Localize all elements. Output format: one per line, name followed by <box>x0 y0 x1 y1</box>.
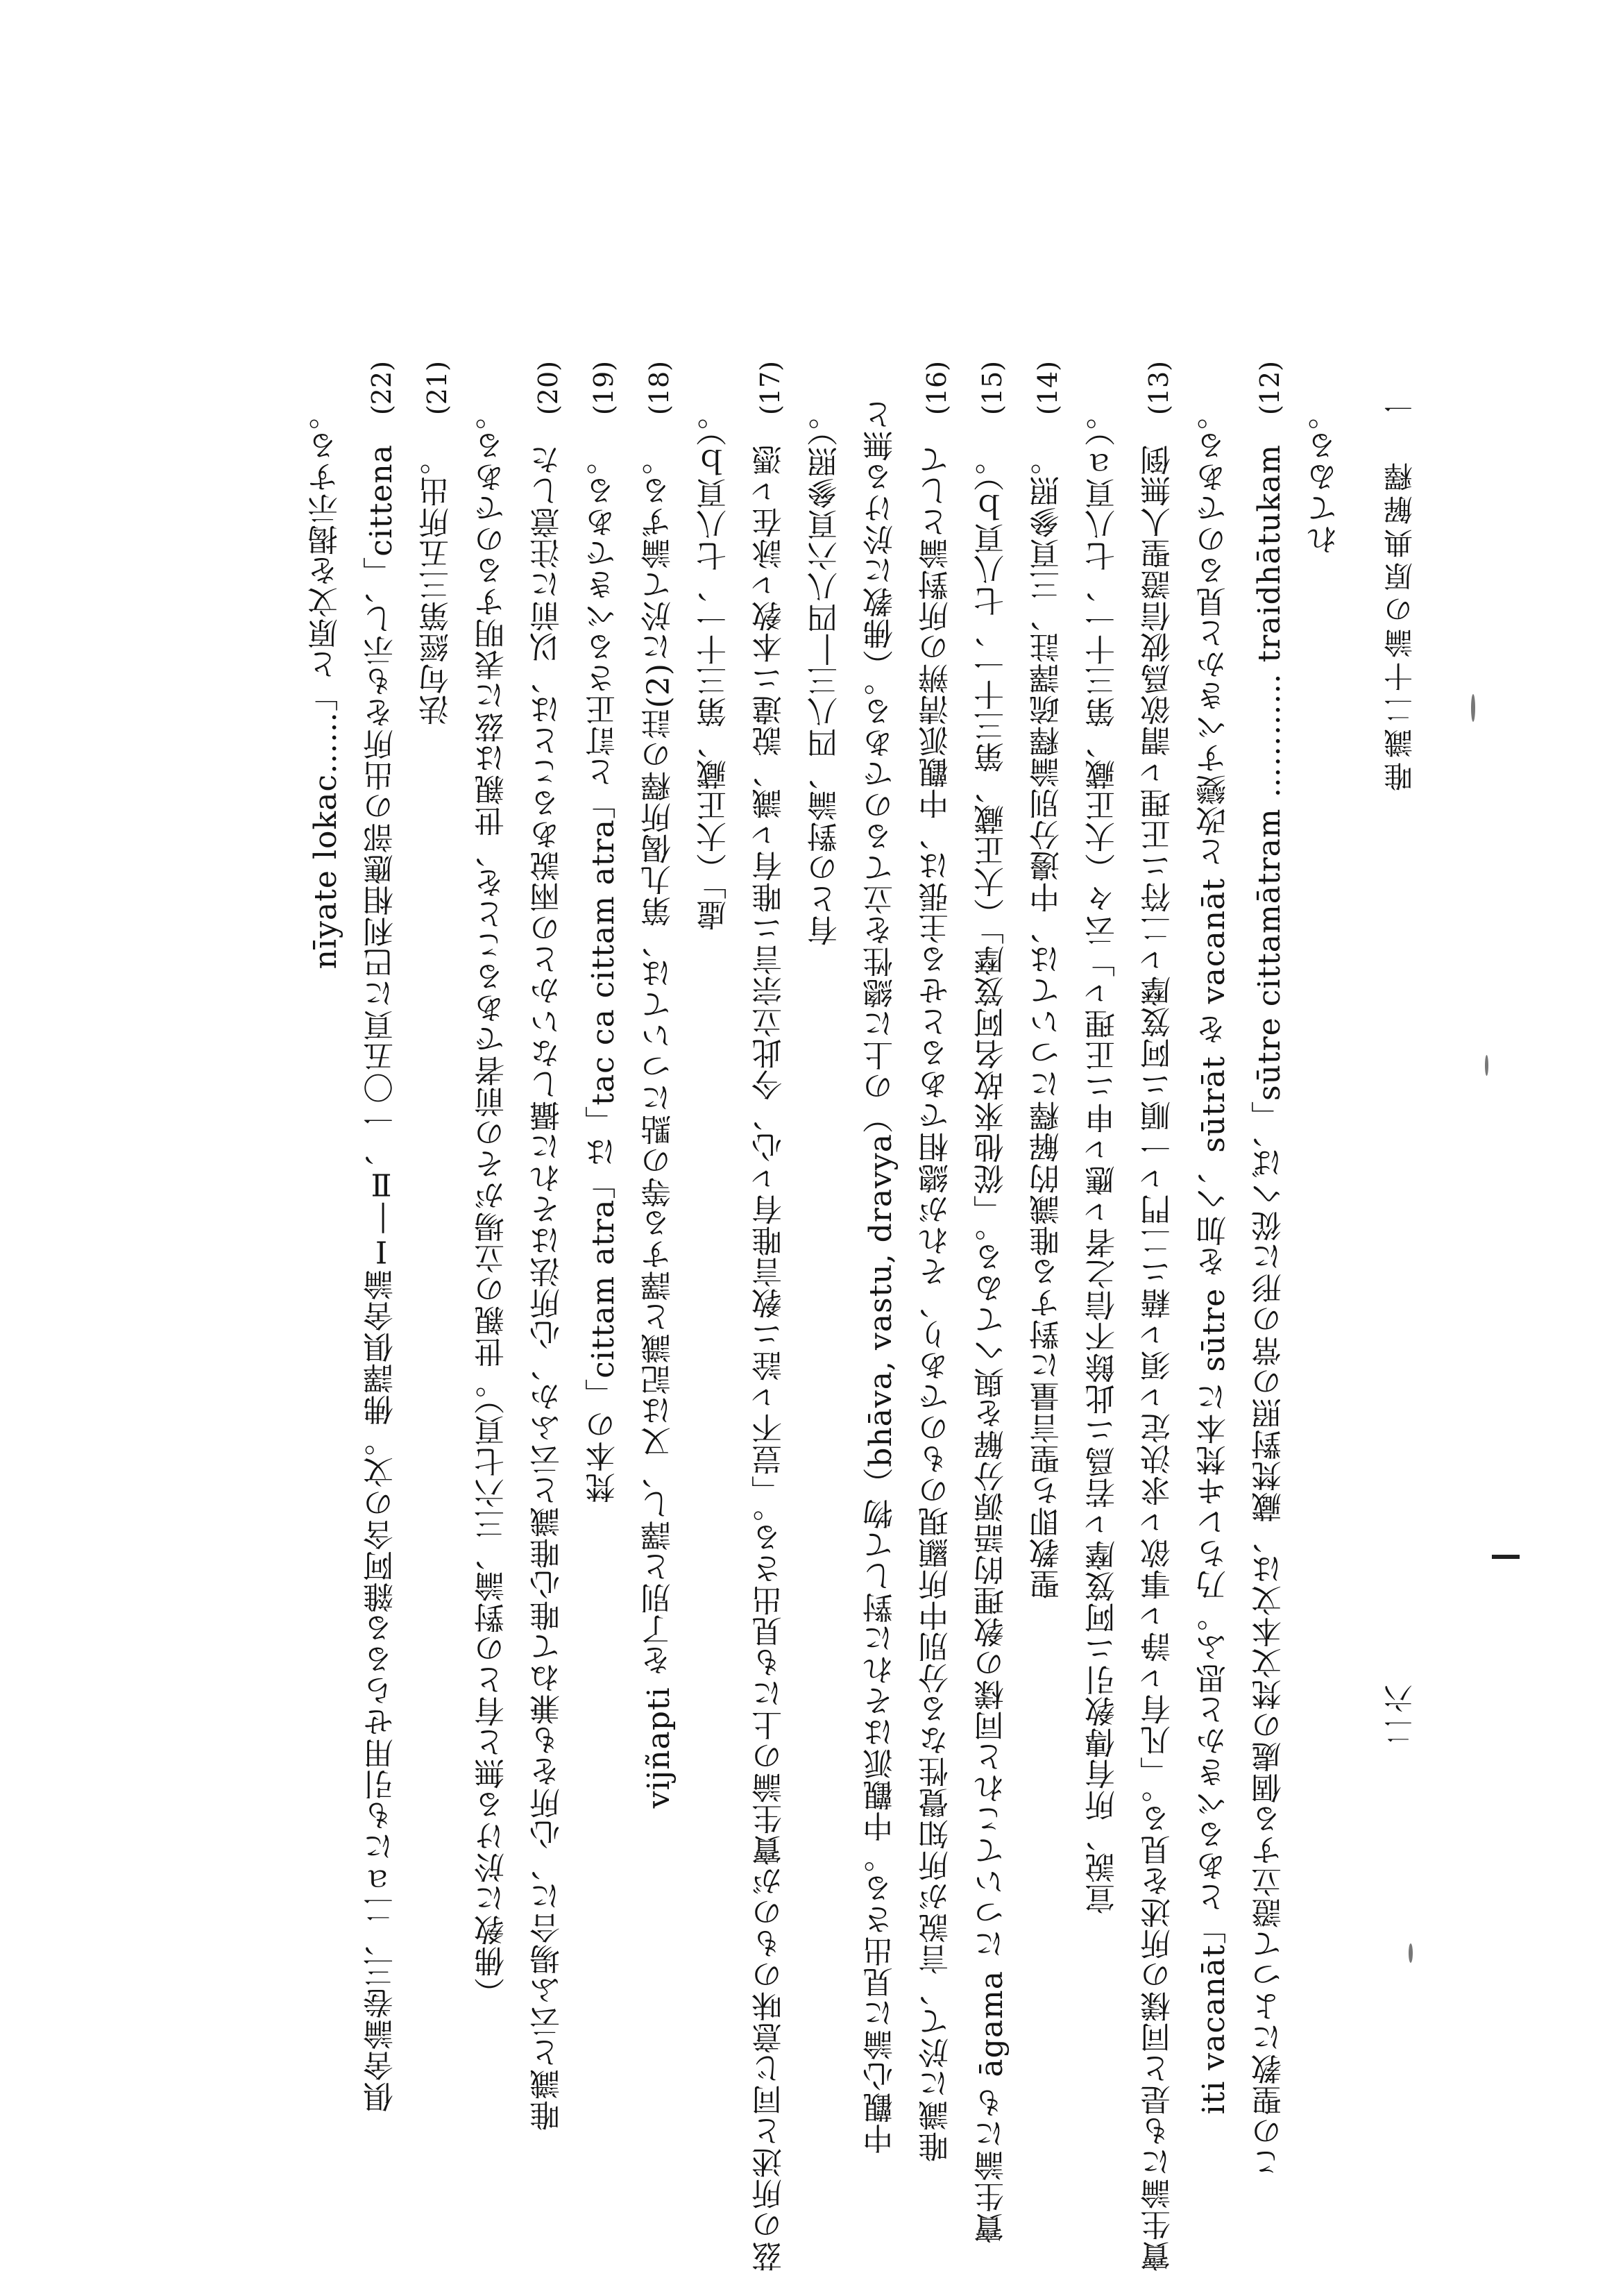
text-column: この聖教によつて證立する個處の梵文本文は、藏梵對照の常の形に從へば、「sūtre cittamātram ………… traidhātukam <box>1252 444 1287 2179</box>
note-marker: (17) <box>755 361 785 416</box>
scan-speck <box>1409 1943 1413 1963</box>
text-column: 唯識に於て、言說が所知覺性なる分別中所顯現のものであり、それが總相であるとせる主張は、中觀派淸辨の所對論として <box>919 444 954 2162</box>
text-column: 寶生論にも是と同樣の所述を見る。「凡有ㇾ諍ㇾ事欲ㇾ求決定ㇾ須ㇾ藉ニ二門ㇾ一順ニ阿笈摩ㇾ二符ニ正理ㇾ謂欲爲彼信證聖人無倒 <box>1141 444 1176 2272</box>
note-marker: (13) <box>1144 361 1174 416</box>
note-marker: (12) <box>1255 361 1285 416</box>
text-column: 俱舍論卷三、二ａにも引用せらるる雜阿含の文。佛譯俱舍論Ⅰ―Ⅱ、一〇五頁に巴利相應部の出所をも示し、「cittena <box>364 444 399 2113</box>
note-marker: (16) <box>921 361 952 416</box>
section-number: 一 <box>1383 389 1417 422</box>
text-column: 宣說、所有傳敎引ニ阿笈摩ㇾ若爲ニ此餘不信之者ㇾ應ㇾ申ニ正理ㇾ」云々（大正藏、第三十一、七八頁ａ）。 <box>1085 399 1121 1914</box>
text-column: 梵本の「cittam atra」は「tac ca cittam atra」と訂正さるべきである。 <box>586 444 621 1503</box>
text-column: 寶生論にも āgama についてこれと同樣の敎理的語源分解を與へてゐる。「從他來故名阿笈摩」（大正藏、第三十一、七八頁ｂ）。 <box>974 444 1010 2244</box>
note-marker: (18) <box>644 361 674 416</box>
note-marker: (15) <box>977 361 1008 416</box>
text-column: 有との對論、四八三―四八六頁參照）。 <box>808 399 843 946</box>
running-title: 唯識二十論の原典解釋 <box>1383 458 1417 791</box>
text-column: 唯識と云ふ場合に、心所をも兼ねて唯心唯識と云ふか、心所法はそれに攝しないかとの兩說あることは、以前に注意した <box>530 444 566 2131</box>
text-column: iti vacanāt」とあるべきかと思ふ。乃ちレヰ梵本に sūtre を加へ、sūtrāt を vacanāt と改變すべきかと見るのである。 <box>1196 399 1232 2115</box>
scan-mark <box>1492 1555 1520 1559</box>
text-column: れてゐる。 <box>1307 399 1343 555</box>
scan-speck <box>1471 694 1475 722</box>
note-marker: (21) <box>422 361 452 416</box>
page-number: 二六 <box>1383 1680 1417 1746</box>
note-marker: (19) <box>588 361 619 416</box>
text-column: 法句經第三五所出。 <box>419 444 454 725</box>
text-column: 聖教即ち聖言量に對する唯識的解釋については、中邊分別論釋疏譯註、三頁參照。 <box>1030 444 1065 1600</box>
text-column: nīyate lokac……」と原文を揭示する。 <box>308 399 343 970</box>
text-column: （佛敎に於ける無と有との對論、三六七頁）。世親の立場がその前者であることを、世親は茲に表明するのである。 <box>475 399 510 2008</box>
text-column: 虛」（大正藏、第三十一、七八頁ｂ）。 <box>697 399 732 931</box>
scan-speck <box>1485 1055 1488 1076</box>
note-marker: (14) <box>1033 361 1063 416</box>
note-marker: (22) <box>366 361 397 416</box>
text-column: 中觀心論に見出さる。中觀派はそれに對して物（bhāva, vastu, dravya）の上に總性を立てるのである。（佛教に於ける無と <box>863 399 899 2154</box>
text-column: vijñapti を了別と譯し、又は記識と譯する等の點については、第九偈所釋の註(2)に於て論ずる。 <box>641 444 677 1809</box>
text-column: 茲の所述と同じ意味のものが寶生論の上にも見出さる。「豈不ㇾ詮ニ敎言唯有ㇾ心、今此立宗言ニ唯有ㇾ識、說違ニ本敎ㇾ詠在ㇾ憑 <box>752 444 788 2272</box>
note-marker: (20) <box>533 361 563 416</box>
